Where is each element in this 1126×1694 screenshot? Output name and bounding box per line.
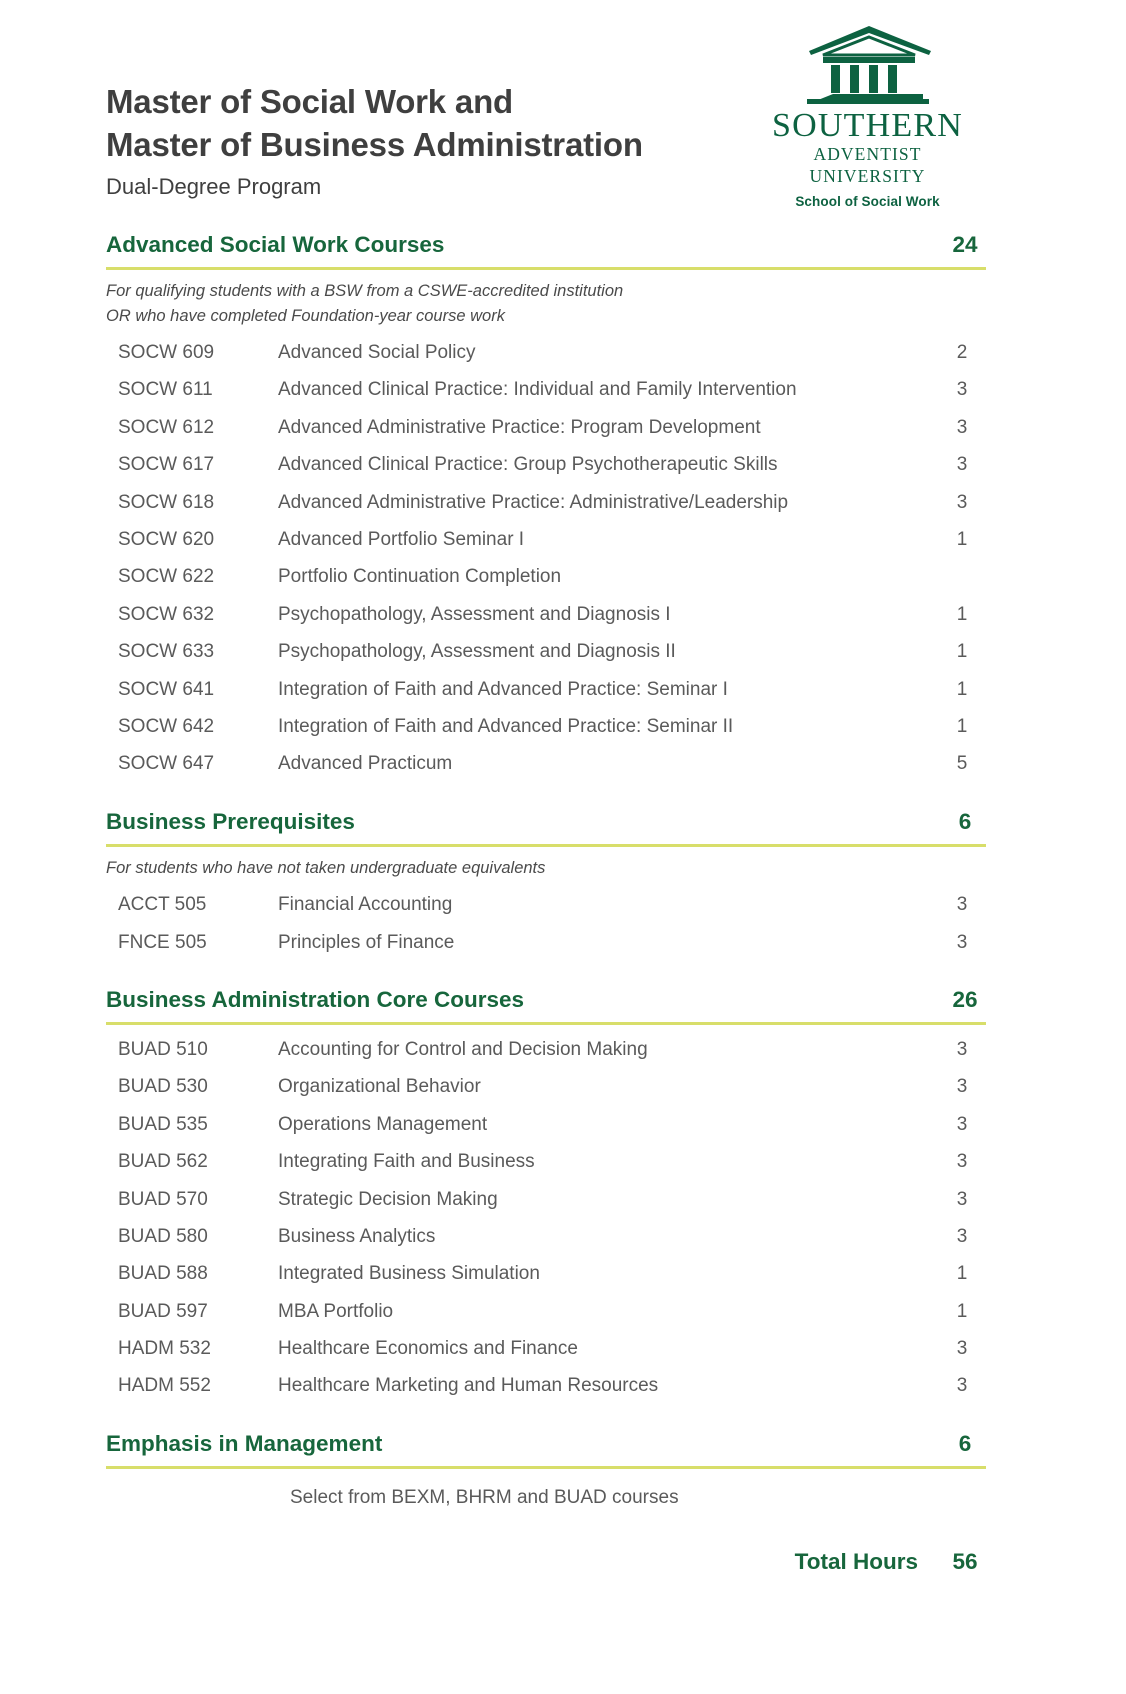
table-row xyxy=(106,745,986,782)
section-header xyxy=(106,809,986,844)
table-row xyxy=(106,708,986,745)
section-business-prerequisites xyxy=(106,809,986,961)
course-name: Strategic Decision Making xyxy=(278,1188,498,1210)
course-name: Advanced Social Policy xyxy=(278,342,476,363)
table-row xyxy=(106,334,986,371)
course-credits: 3 xyxy=(956,416,968,438)
section-title: Business Administration Core Courses xyxy=(106,986,525,1012)
course-credits: 3 xyxy=(956,1038,968,1060)
table-row xyxy=(106,596,986,633)
course-credits: 1 xyxy=(956,678,968,700)
page-title-line-2: Master of Business Administration xyxy=(106,126,643,163)
course-code: SOCW 641 xyxy=(118,678,215,700)
table-row xyxy=(106,1143,986,1180)
section-note xyxy=(106,279,986,328)
section-note-line: OR who have completed Foundation-year course work xyxy=(106,306,505,325)
section-header xyxy=(106,987,986,1022)
course-credits: 3 xyxy=(956,379,968,401)
table-row xyxy=(106,1106,986,1143)
course-credits: 3 xyxy=(956,1188,968,1210)
spacer xyxy=(106,783,986,809)
course-listing xyxy=(106,232,986,1575)
course-name: Principles of Finance xyxy=(278,931,455,953)
course-code: SOCW 620 xyxy=(118,528,215,550)
course-name: Accounting for Control and Decision Making xyxy=(278,1038,648,1060)
course-name: MBA Portfolio xyxy=(278,1300,394,1322)
classical-columns-building-icon xyxy=(803,24,933,106)
total-hours-row xyxy=(106,1549,986,1575)
course-credits: 5 xyxy=(956,753,968,775)
course-code: BUAD 588 xyxy=(118,1263,208,1285)
table-row xyxy=(106,1255,986,1292)
course-credits: 1 xyxy=(956,715,968,737)
page-subtitle: Dual-Degree Program xyxy=(106,174,322,199)
section-note-line: For qualifying students with a BSW from a CSWE-accredited institution xyxy=(106,282,624,300)
emphasis-selection-note: Select from BEXM, BHRM and BUAD courses xyxy=(290,1486,679,1508)
section-credits: 24 xyxy=(952,232,978,257)
course-name: Integration of Faith and Advanced Practice: Seminar I xyxy=(278,678,728,700)
table-row xyxy=(106,886,986,923)
course-name: Psychopathology, Assessment and Diagnosis I xyxy=(278,603,671,625)
course-code: HADM 552 xyxy=(118,1375,211,1397)
table-row xyxy=(106,409,986,446)
logo-wordmark-secondary: ADVENTIST UNIVERSITY xyxy=(809,144,926,186)
section-header xyxy=(106,232,986,267)
course-code: SOCW 612 xyxy=(118,416,215,438)
section-title: Business Prerequisites xyxy=(106,808,355,834)
course-credits: 3 xyxy=(956,1076,968,1098)
course-name: Portfolio Continuation Completion xyxy=(278,566,562,588)
course-code: FNCE 505 xyxy=(118,931,207,953)
table-row xyxy=(106,371,986,408)
course-code: SOCW 618 xyxy=(118,491,215,513)
course-name: Healthcare Economics and Finance xyxy=(278,1338,578,1360)
course-credits: 1 xyxy=(956,603,968,625)
section-note-line: For students who have not taken undergraduate equivalents xyxy=(106,858,546,877)
course-name: Psychopathology, Assessment and Diagnosis II xyxy=(278,641,676,663)
course-table xyxy=(106,334,986,783)
course-code: SOCW 647 xyxy=(118,753,215,775)
table-row xyxy=(106,558,986,595)
spacer xyxy=(106,961,986,987)
course-credits: 3 xyxy=(956,1225,968,1247)
spacer xyxy=(106,1405,986,1431)
course-credits: 3 xyxy=(956,894,968,916)
course-name: Healthcare Marketing and Human Resources xyxy=(278,1375,659,1397)
table-row xyxy=(106,1181,986,1218)
section-credits: 6 xyxy=(958,808,972,834)
course-credits: 3 xyxy=(956,931,968,953)
table-row xyxy=(106,1218,986,1255)
course-credits: 3 xyxy=(956,1338,968,1360)
logo-wordmark-primary: SOUTHERN xyxy=(772,107,963,144)
course-name: Organizational Behavior xyxy=(278,1076,481,1098)
section-title: Advanced Social Work Courses xyxy=(106,232,445,257)
table-row xyxy=(106,446,986,483)
section-divider xyxy=(106,267,986,270)
course-code: BUAD 580 xyxy=(118,1225,208,1247)
page-title-line-1: Master of Social Work and xyxy=(106,83,513,120)
course-code: SOCW 609 xyxy=(118,342,215,363)
course-credits: 3 xyxy=(956,491,968,513)
course-code: HADM 532 xyxy=(118,1338,211,1360)
course-code: SOCW 617 xyxy=(118,454,215,476)
course-code: BUAD 535 xyxy=(118,1113,208,1135)
section-divider xyxy=(106,844,986,847)
university-logo xyxy=(755,24,980,210)
course-code: SOCW 642 xyxy=(118,715,215,737)
section-credits: 26 xyxy=(952,986,978,1012)
table-row xyxy=(106,484,986,521)
course-credits: 3 xyxy=(956,1151,968,1173)
course-table xyxy=(106,1031,986,1405)
course-credits: 1 xyxy=(956,528,968,550)
table-row xyxy=(106,1367,986,1404)
course-name: Integration of Faith and Advanced Practice: Seminar II xyxy=(278,715,734,737)
course-name: Advanced Portfolio Seminar I xyxy=(278,528,525,550)
table-row xyxy=(106,633,986,670)
course-code: SOCW 611 xyxy=(118,379,213,401)
course-name: Integrated Business Simulation xyxy=(278,1263,540,1285)
course-credits: 2 xyxy=(956,342,968,363)
title-block xyxy=(106,80,643,202)
table-row xyxy=(106,1031,986,1068)
course-name: Advanced Administrative Practice: Program Development xyxy=(278,416,761,438)
course-code: SOCW 633 xyxy=(118,641,215,663)
course-name: Advanced Practicum xyxy=(278,753,453,775)
course-credits: 3 xyxy=(956,454,968,476)
table-row xyxy=(106,1068,986,1105)
table-row xyxy=(106,1330,986,1367)
course-code: BUAD 530 xyxy=(118,1076,208,1098)
course-credits: 3 xyxy=(956,1113,968,1135)
course-code: BUAD 562 xyxy=(118,1151,208,1173)
section-divider xyxy=(106,1466,986,1469)
course-code: SOCW 622 xyxy=(118,566,215,588)
course-code: BUAD 570 xyxy=(118,1188,208,1210)
table-row xyxy=(106,1293,986,1330)
section-emphasis-in-management xyxy=(106,1431,986,1513)
course-table xyxy=(106,886,986,961)
section-divider xyxy=(106,1022,986,1025)
course-credits: 1 xyxy=(956,1263,968,1285)
table-row xyxy=(106,521,986,558)
logo-department-label: School of Social Work xyxy=(795,194,940,209)
course-name: Financial Accounting xyxy=(278,894,453,916)
course-name: Business Analytics xyxy=(278,1225,436,1247)
course-name: Advanced Administrative Practice: Administrative/Leadership xyxy=(278,491,789,513)
course-name: Advanced Clinical Practice: Individual and Family Intervention xyxy=(278,379,797,401)
total-hours-value: 56 xyxy=(952,1548,978,1574)
table-row xyxy=(106,671,986,708)
course-code: ACCT 505 xyxy=(118,894,207,916)
section-business-administration-core-courses xyxy=(106,987,986,1405)
course-code: SOCW 632 xyxy=(118,603,215,625)
course-credits: 1 xyxy=(956,641,968,663)
course-code: BUAD 510 xyxy=(118,1038,208,1060)
course-credits: 3 xyxy=(956,1375,968,1397)
course-name: Advanced Clinical Practice: Group Psychotherapeutic Skills xyxy=(278,454,778,476)
course-name: Integrating Faith and Business xyxy=(278,1151,535,1173)
section-title: Emphasis in Management xyxy=(106,1430,383,1456)
section-advanced-social-work-courses xyxy=(106,232,986,783)
total-hours-label: Total Hours xyxy=(794,1548,918,1574)
table-row xyxy=(106,924,986,961)
course-code: BUAD 597 xyxy=(118,1300,208,1322)
section-note xyxy=(106,856,986,881)
course-name: Operations Management xyxy=(278,1113,488,1135)
course-credits: 1 xyxy=(956,1300,968,1322)
section-header xyxy=(106,1431,986,1466)
section-credits: 6 xyxy=(958,1430,972,1456)
